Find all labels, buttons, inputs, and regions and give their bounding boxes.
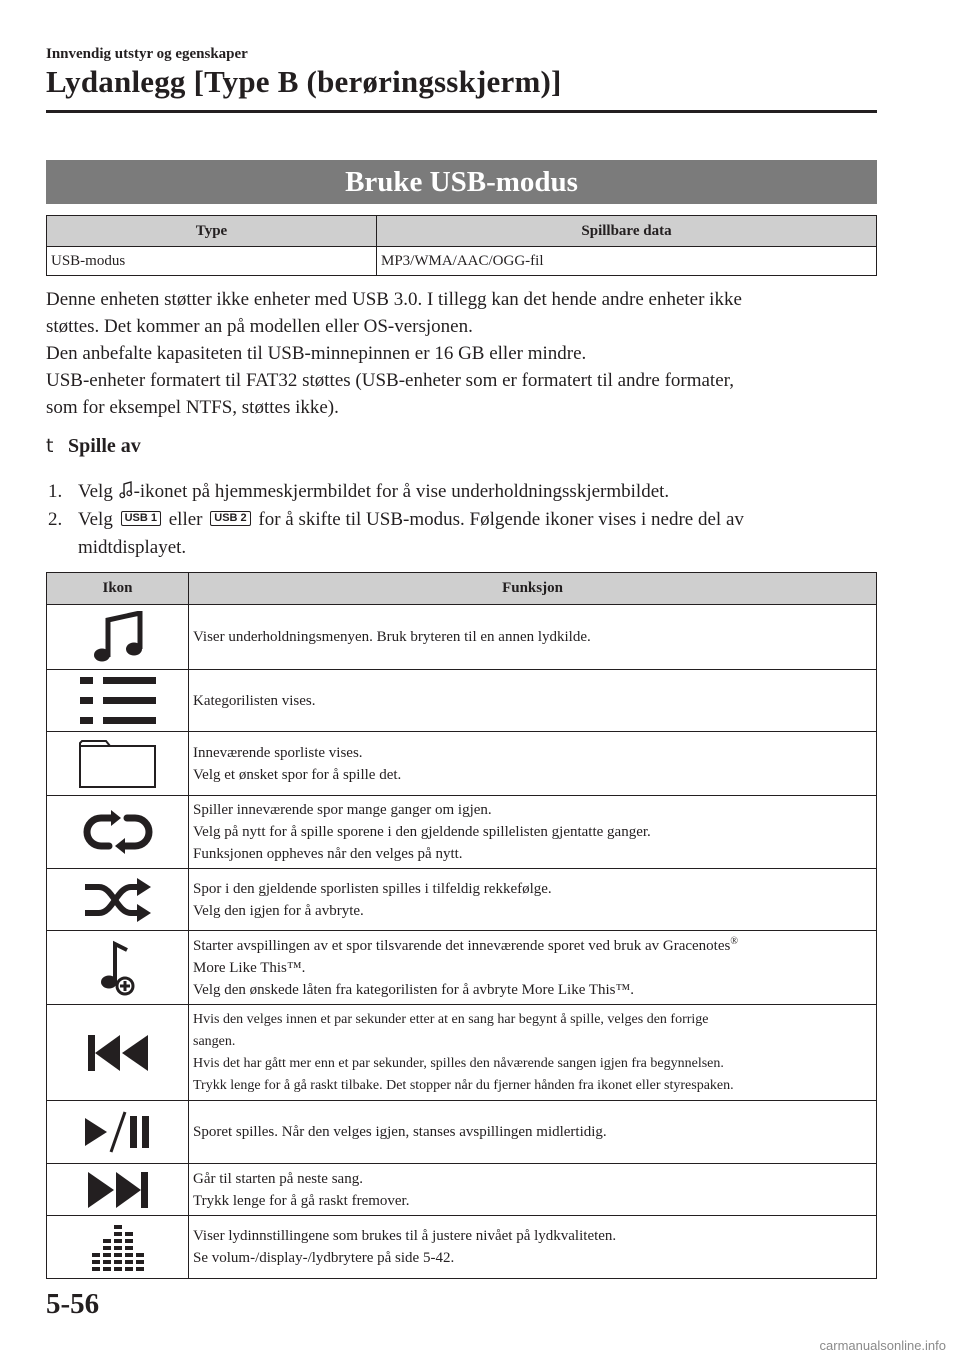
function-text: Viser underholdningsmenyen. Bruk bryteren til en annen lydkilde.	[193, 629, 591, 645]
function-text: sangen.	[193, 1033, 236, 1049]
function-text: Spor i den gjeldende sporlisten spilles i tilfeldig rekkefølge.	[193, 880, 552, 897]
table-row	[47, 869, 877, 931]
play-pause-icon	[83, 1110, 153, 1154]
section-label: Innvendig utstyr og egenskaper	[46, 46, 248, 62]
inline-music-note-icon	[119, 481, 133, 499]
function-text: Spiller inneværende spor mange ganger om igjen.	[193, 802, 492, 818]
table-row	[47, 670, 877, 732]
icon-function-table	[46, 572, 877, 1279]
table-row	[47, 931, 877, 1005]
page-title: Lydanlegg [Type B (berøringsskjerm)]	[46, 64, 562, 99]
table-row	[47, 732, 877, 796]
header-playable-data: Spillbare data	[377, 216, 877, 247]
usb2-badge: USB 2	[210, 511, 250, 526]
header-type: Type	[47, 216, 377, 247]
function-text: More Like This™.	[193, 959, 306, 976]
function-text: Hvis det har gått mer enn et par sekunder, spilles den nåværende sangen igjen fra begynnelsen.	[193, 1055, 724, 1071]
step-text: midtdisplayet.	[78, 537, 187, 558]
table-row	[47, 1005, 877, 1101]
next-track-icon	[86, 1170, 150, 1210]
category-list-icon	[78, 675, 158, 727]
function-text: Går til starten på neste sang.	[193, 1170, 363, 1187]
usb1-badge: USB 1	[121, 511, 161, 526]
step-text: for å skifte til USB-modus. Følgende ikoner vises i nedre del av	[258, 509, 744, 530]
table-row	[47, 605, 877, 670]
step-text: Velg	[78, 509, 113, 530]
more-like-this-icon	[93, 940, 143, 996]
function-text: Sporet spilles. Når den velges igjen, stanses avspillingen midlertidig.	[193, 1124, 607, 1140]
playable-data-cell: MP3/WMA/AAC/OGG-fil	[377, 247, 877, 276]
watermark: carmanualsonline.info	[819, 1338, 946, 1353]
intro-line: som for eksempel NTFS, støttes ikke).	[46, 397, 339, 418]
heading-marker: t	[46, 435, 54, 457]
function-text: Velg på nytt for å spille sporene i den gjeldende spillelisten gjentatte ganger.	[193, 824, 651, 840]
function-text: Starter avspillingen av et spor tilsvarende det inneværende sporet ved bruk av Gracenotes	[193, 937, 731, 954]
intro-line: Den anbefalte kapasiteten til USB-minnepinnen er 16 GB eller mindre.	[46, 343, 587, 364]
function-text: Hvis den velges innen et par sekunder etter at en sang har begynt å spille, velges den forrige	[193, 1011, 709, 1027]
intro-line: USB-enheter formatert til FAT32 støttes (USB-enheter som er formatert til andre formater,	[46, 370, 734, 391]
repeat-icon	[83, 810, 153, 854]
step-1	[46, 478, 886, 506]
registered-mark: ®	[730, 935, 738, 947]
type-cell: USB-modus	[47, 247, 377, 276]
step-number: 2.	[48, 509, 63, 530]
table-row	[47, 247, 877, 276]
sound-settings-icon	[90, 1223, 146, 1271]
table-row	[47, 1216, 877, 1279]
intro-text	[46, 286, 886, 421]
steps-list	[46, 478, 886, 562]
title-divider	[46, 110, 877, 113]
function-text: Se volum-/display-/lydbrytere på side 5-42.	[193, 1250, 455, 1266]
header-icon: Ikon	[47, 573, 189, 605]
type-table-header	[47, 216, 877, 247]
function-text: Funksjonen oppheves når den velges på nytt.	[193, 846, 463, 862]
function-text: Kategorilisten vises.	[193, 692, 316, 709]
header-function: Funksjon	[189, 573, 877, 605]
function-text: Trykk lenge for å gå raskt tilbake. Det stopper når du fjerner hånden fra ikonet eller styrespaken.	[193, 1077, 734, 1093]
step-2	[46, 506, 886, 534]
folder-icon	[78, 739, 158, 789]
playback-heading	[46, 435, 141, 458]
function-text: Velg den igjen for å avbryte.	[193, 902, 364, 919]
step-2-continued	[46, 534, 886, 562]
music-note-icon	[88, 611, 148, 663]
intro-line: støttes. Det kommer an på modellen eller OS-versjonen.	[46, 316, 473, 337]
step-text: Velg	[78, 481, 113, 502]
heading-text: Spille av	[68, 435, 141, 457]
step-number: 1.	[48, 481, 63, 502]
section-banner: Bruke USB-modus	[46, 160, 877, 204]
table-row	[47, 796, 877, 869]
icon-table-header	[47, 573, 877, 605]
function-text: Inneværende sporliste vises.	[193, 744, 363, 761]
function-text: Trykk lenge for å gå raskt fremover.	[193, 1192, 410, 1209]
table-row	[47, 1164, 877, 1216]
function-text: Viser lydinnstillingene som brukes til å justere nivået på lydkvaliteten.	[193, 1228, 617, 1244]
previous-track-icon	[86, 1033, 150, 1073]
shuffle-icon	[83, 877, 153, 923]
step-text: eller	[168, 509, 203, 530]
intro-line: Denne enheten støtter ikke enheter med USB 3.0. I tillegg kan det hende andre enheter ikke	[46, 289, 742, 310]
function-text: Velg et ønsket spor for å spille det.	[193, 766, 402, 783]
table-row	[47, 1101, 877, 1164]
type-table	[46, 215, 877, 276]
function-text: Velg den ønskede låten fra kategorilisten for å avbryte More Like This™.	[193, 981, 634, 998]
page-number: 5-56	[46, 1288, 100, 1320]
step-text: -ikonet på hjemmeskjermbildet for å vise underholdningsskjermbildet.	[133, 481, 670, 502]
